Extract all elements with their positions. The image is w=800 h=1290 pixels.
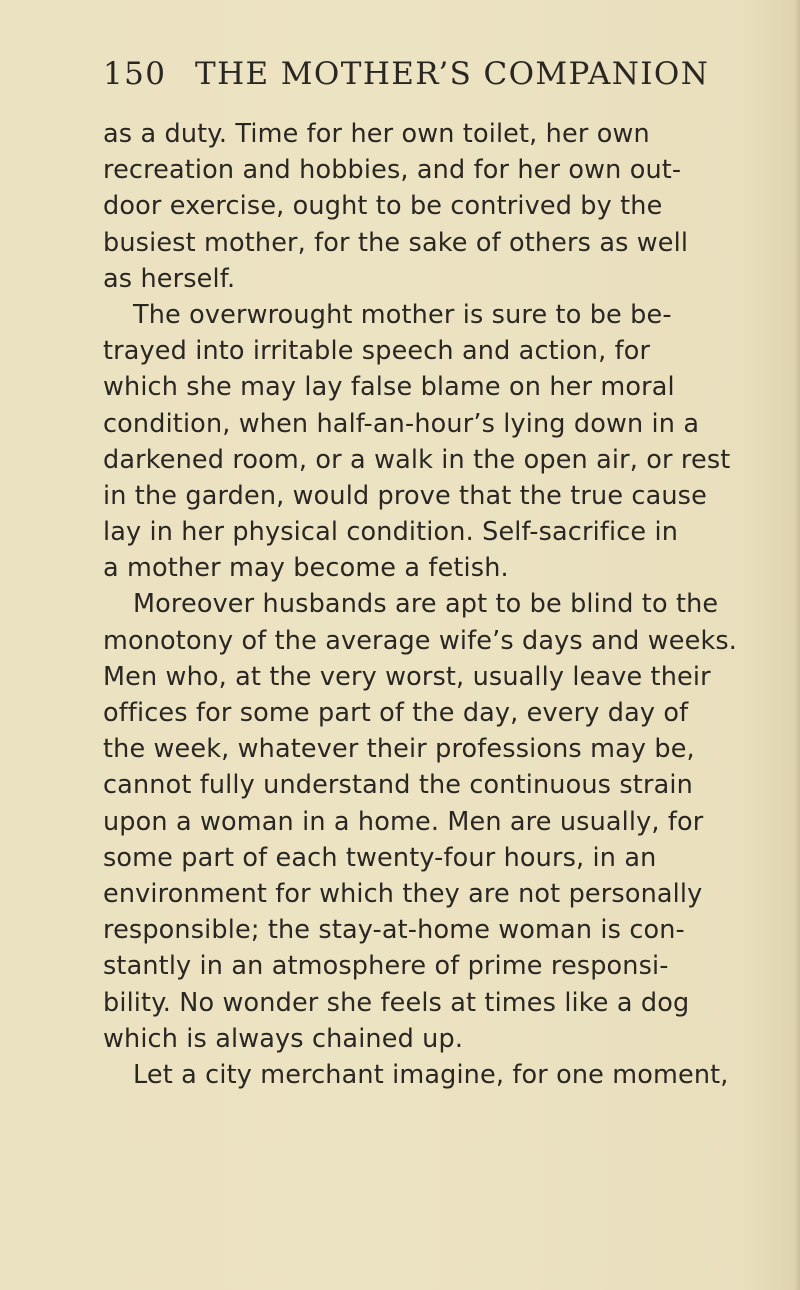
text-line: lay in her physical condition. Self-sacrifice in: [103, 517, 679, 548]
text-line: the week, whatever their professions may be,: [103, 734, 695, 765]
text-line: recreation and hobbies, and for her own out-: [103, 155, 682, 186]
text-line: which is always chained up.: [103, 1023, 464, 1054]
text-line: as a duty. Time for her own toilet, her own: [103, 119, 650, 149]
text-line: darkened room, or a walk in the open air, or rest: [103, 444, 731, 475]
text-line: offices for some part of the day, every day of: [103, 698, 689, 728]
page-edge-shadow: [794, 0, 800, 1290]
text-line: busiest mother, for the sake of others as well: [103, 227, 689, 258]
text-line: trayed into irritable speech and action, for: [103, 336, 651, 367]
page-header: [103, 56, 723, 100]
text-line: condition, when half-an-hour’s lying down in a: [103, 408, 700, 439]
text-line: environment for which they are not personally: [103, 878, 703, 909]
text-line: stantly in an atmosphere of prime responsi-: [103, 951, 669, 982]
text-line: in the garden, would prove that the true cause: [103, 480, 707, 511]
text-line: which she may lay false blame on her moral: [103, 372, 675, 403]
paragraph-start-line: Moreover husbands are apt to be blind to the: [133, 589, 719, 620]
text-line: responsible; the stay-at-home woman is con-: [103, 915, 685, 946]
body-text: [103, 116, 743, 1093]
running-title: THE MOTHER’S COMPANION: [195, 56, 710, 92]
text-line: cannot fully understand the continuous strain: [103, 770, 693, 801]
paragraph-start-line: Let a city merchant imagine, for one moment,: [133, 1059, 729, 1090]
text-line: door exercise, ought to be contrived by the: [103, 191, 663, 222]
page-number: 150: [103, 56, 167, 92]
text-line: Men who, at the very worst, usually leave their: [103, 661, 711, 692]
paragraph-start-line: The overwrought mother is sure to be be-: [133, 299, 672, 330]
text-line: as herself.: [103, 263, 236, 294]
text-line: bility. No wonder she feels at times like a dog: [103, 987, 690, 1018]
text-line: a mother may become a fetish.: [103, 553, 509, 584]
text-line: some part of each twenty-four hours, in an: [103, 842, 657, 873]
text-line: upon a woman in a home. Men are usually, for: [103, 806, 704, 837]
text-line: monotony of the average wife’s days and weeks.: [103, 625, 738, 656]
